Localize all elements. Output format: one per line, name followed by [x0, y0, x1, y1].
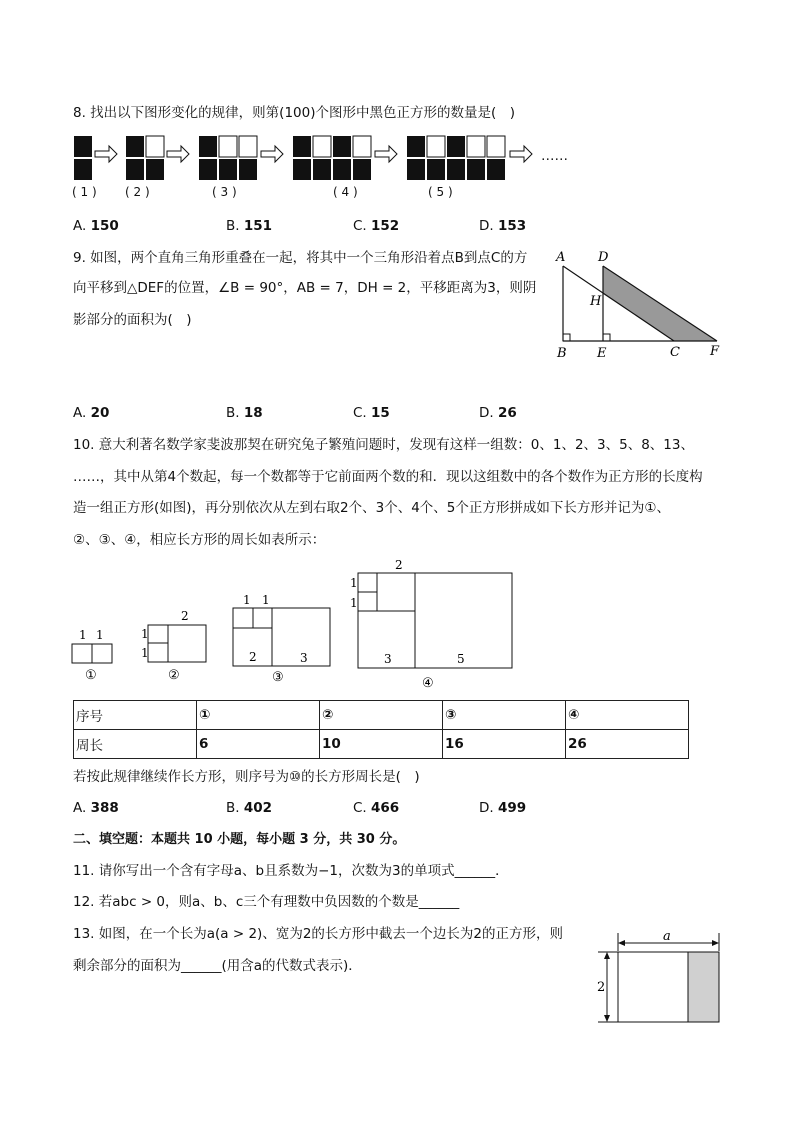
q11-text: 11. 请你写出一个含有字母a、b且系数为−1，次数为3的单项式______．	[73, 863, 509, 879]
q8-pattern-figure	[70, 134, 610, 182]
q9-stem-line1: 9. 如图，两个直角三角形重叠在一起，将其中一个三角形沿着点B到点C的方	[73, 250, 528, 266]
q9-stem-line3: 影部分的面积为( )	[73, 312, 192, 328]
table-cell: 16	[443, 730, 566, 759]
q8-figure-label-3: ( 3 )	[212, 185, 237, 199]
arrow-icon	[167, 146, 189, 162]
table-cell: 26	[566, 730, 689, 759]
q8-figure-label-2: ( 2 )	[125, 185, 150, 199]
q12-text: 12. 若abc > 0，则a、b、c三个有理数中负因数的个数是______	[73, 894, 460, 910]
q13-line1: 13. 如图，在一个长为a(a > 2)、宽为2的长方形中截去一个边长为2的正方形，则	[73, 926, 564, 942]
svg-text:5: 5	[457, 652, 465, 666]
q8-stem: 8. 找出以下图形变化的规律，则第(100)个图形中黑色正方形的数量是( )	[73, 105, 516, 121]
svg-text:1: 1	[243, 593, 251, 607]
table-header-cell: ③	[443, 701, 566, 730]
q8-option-d[interactable]: D. 153	[479, 218, 527, 234]
svg-text:1: 1	[96, 628, 104, 642]
q8-option-a[interactable]: A. 150	[73, 218, 119, 234]
rectangle-2	[141, 609, 206, 683]
table-cell: 6	[197, 730, 320, 759]
svg-text:1: 1	[350, 596, 358, 610]
arrow-icon	[261, 146, 283, 162]
svg-text:2: 2	[395, 558, 403, 572]
q10-stem-line2: ……，其中从第4个数起，每一个数都等于它前面两个数的和．现以这组数中的各个数作为正方形的长度构	[73, 469, 703, 485]
table-header-cell: ②	[320, 701, 443, 730]
q10-perimeter-table	[73, 700, 689, 759]
svg-text:①: ①	[85, 668, 97, 683]
svg-text:③: ③	[272, 670, 284, 685]
point-label-b: B	[557, 346, 567, 361]
q10-rectangles-figure	[65, 555, 525, 695]
q8-figure-label-4: ( 4 )	[333, 185, 358, 199]
pattern-1	[74, 136, 92, 180]
table-header-cell: ①	[197, 701, 320, 730]
point-label-d: D	[598, 250, 609, 265]
q13-rectangle-figure	[590, 925, 730, 1030]
svg-text:3: 3	[384, 652, 392, 666]
table-cell: 10	[320, 730, 443, 759]
point-label-e: E	[597, 346, 607, 361]
q10-stem-line1: 10. 意大利著名数学家斐波那契在研究兔子繁殖问题时，发现有这样一组数：0、1、2、3、5、8、13、	[73, 437, 694, 453]
table-header-cell: ④	[566, 701, 689, 730]
svg-text:2: 2	[181, 609, 189, 623]
svg-text:3: 3	[300, 651, 308, 665]
q8-figure-label-1: ( 1 )	[72, 185, 97, 199]
rectangle-3	[233, 593, 330, 685]
arrow-icon	[95, 146, 117, 162]
section-heading: 二、填空题：本题共 10 小题，每小题 3 分，共 30 分。	[73, 832, 406, 847]
rectangle-1	[72, 628, 112, 683]
q9-option-d[interactable]: D. 26	[479, 405, 517, 421]
point-label-a: A	[556, 250, 566, 265]
table-header-cell: 序号	[74, 701, 197, 730]
q8-option-b[interactable]: B. 151	[226, 218, 273, 234]
cut-square	[688, 952, 719, 1022]
svg-text:1: 1	[79, 628, 87, 642]
q10-stem-line4: ②、③、④，相应长方形的周长如表所示：	[73, 532, 326, 548]
svg-text:2: 2	[249, 650, 257, 664]
pattern-5	[407, 136, 505, 180]
svg-text:④: ④	[422, 676, 434, 691]
q10-stem-line3: 造一组正方形(如图)，再分别依次从左到右取2个、3个、4个、5个正方形拼成如下长方形并记为①、	[73, 500, 670, 516]
svg-text:1: 1	[350, 576, 358, 590]
svg-text:②: ②	[168, 668, 180, 683]
svg-text:1: 1	[141, 646, 149, 660]
q8-figure-label-5: ( 5 )	[428, 185, 453, 199]
q9-option-a[interactable]: A. 20	[73, 405, 110, 421]
pattern-3	[199, 136, 257, 180]
table-row	[74, 701, 689, 730]
q9-triangle-figure	[550, 248, 730, 363]
q10-question: 若按此规律继续作长方形，则序号为⑩的长方形周长是( )	[73, 769, 420, 785]
q9-option-b[interactable]: B. 18	[226, 405, 263, 421]
arrow-icon	[510, 146, 532, 162]
q10-option-a[interactable]: A. 388	[73, 800, 119, 816]
q9-option-c[interactable]: C. 15	[353, 405, 390, 421]
svg-text:1: 1	[141, 627, 149, 641]
q9-stem-line2: 向平移到△DEF的位置，∠B = 90°，AB = 7，DH = 2，平移距离为3，则阴	[73, 280, 537, 296]
point-label-c: C	[670, 345, 680, 360]
arrow-icon	[375, 146, 397, 162]
dim-label-a: a	[663, 929, 671, 944]
rectangle-4	[350, 558, 512, 691]
q13-line2: 剩余部分的面积为______(用含a的代数式表示)．	[73, 958, 362, 974]
q8-option-c[interactable]: C. 152	[353, 218, 400, 234]
point-label-h: H	[590, 294, 602, 309]
q10-option-b[interactable]: B. 402	[226, 800, 273, 816]
q8-ellipsis: ……	[541, 148, 568, 164]
pattern-2	[126, 136, 164, 180]
svg-text:1: 1	[262, 593, 270, 607]
pattern-4	[293, 136, 371, 180]
point-label-f: F	[710, 344, 720, 359]
table-row	[74, 730, 689, 759]
dim-label-2: 2	[597, 980, 606, 995]
table-row-label: 周长	[74, 730, 197, 759]
q10-option-d[interactable]: D. 499	[479, 800, 527, 816]
q10-option-c[interactable]: C. 466	[353, 800, 400, 816]
